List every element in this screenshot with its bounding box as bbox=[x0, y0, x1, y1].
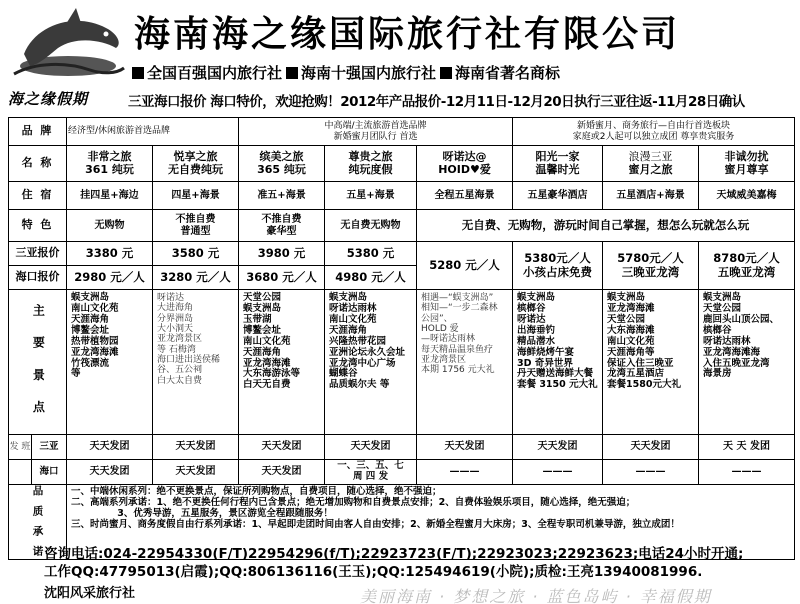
tour-name-sub: 蜜月尊享 bbox=[724, 162, 769, 176]
commitment-line: 三、时尚蜜月、商务度假自由行系列承诺：1、早起即走团时间由客人自由安排；2、新婚全程蜜月大床房；3、全程专职司机兼导游，独立成团！ bbox=[71, 518, 680, 530]
spot: 白天无自费 bbox=[243, 379, 291, 391]
spot: 亚龙湾海滩 bbox=[71, 346, 119, 358]
spot: 南山文化苑 bbox=[607, 335, 655, 347]
spot: 海景房 bbox=[703, 368, 732, 380]
dep-sanya-1: 天天发团 bbox=[67, 435, 153, 460]
extra-note: 小孩占床免费 bbox=[523, 264, 593, 279]
spot: 亚龙湾景区 bbox=[157, 334, 203, 345]
spot: 天涯海角等 bbox=[607, 346, 655, 358]
tour-name-title: 尊贵之旅 bbox=[348, 149, 393, 163]
row-feature bbox=[9, 210, 795, 242]
spot: 南山文化苑 bbox=[329, 313, 377, 325]
spot: 亚龙湾海滩 bbox=[243, 357, 291, 369]
dep-haikou-2: 天天发团 bbox=[153, 460, 239, 485]
tour-name-5 bbox=[417, 146, 513, 182]
label-spots bbox=[9, 290, 67, 435]
row-brand bbox=[9, 118, 795, 146]
stay-4: 五星+海景 bbox=[325, 182, 417, 210]
dep-haikou-8: ——— bbox=[699, 460, 795, 485]
feature-wide: 无自费、无购物，游玩时间自己掌握，想怎么玩就怎么玩 bbox=[417, 210, 795, 242]
spot: 亚龙湾海滩海 bbox=[703, 346, 761, 358]
spot: 亚龙湾海滩 bbox=[607, 302, 655, 314]
tour-name-3 bbox=[239, 146, 325, 182]
feature-sub: 豪华型 bbox=[266, 225, 297, 237]
spot: 蜈支洲岛 bbox=[243, 302, 282, 314]
label-stay: 住 宿 bbox=[9, 182, 67, 210]
feature-4 bbox=[325, 210, 417, 242]
label-sanya-price: 三亚报价 bbox=[9, 242, 67, 266]
spot: 公园”、 bbox=[421, 313, 453, 324]
spot: 大小洞天 bbox=[157, 324, 194, 335]
spots-8 bbox=[699, 290, 795, 435]
logo-text: 海之缘假期 bbox=[8, 90, 89, 108]
label-dep-haikou: 海口 bbox=[31, 460, 66, 484]
dolphin-logo-icon bbox=[6, 4, 130, 90]
spots-7 bbox=[603, 290, 699, 435]
spot: 本期 1756 元大礼 bbox=[421, 365, 495, 376]
spot: 天涯海角 bbox=[243, 346, 282, 358]
sanya-price-1: 3380 元 bbox=[67, 242, 153, 266]
spot: 鹿回头山顶公园、 bbox=[703, 313, 780, 325]
stay-7: 五星酒店+海景 bbox=[603, 182, 699, 210]
spot: 精品潜水 bbox=[517, 335, 556, 347]
tour-name-1 bbox=[67, 146, 153, 182]
row-name bbox=[9, 146, 795, 182]
spot: 天涯海角 bbox=[329, 324, 368, 336]
extra-price: 8780元／人 bbox=[713, 251, 780, 266]
dep-sanya-3: 天天发团 bbox=[239, 435, 325, 460]
spot: 海口进出送侯稀 bbox=[157, 355, 221, 366]
sanya-price-2: 3580 元 bbox=[153, 242, 239, 266]
feature-3 bbox=[239, 210, 325, 242]
tour-name-6 bbox=[513, 146, 603, 182]
spot: 海鲜烧烤午宴 bbox=[517, 346, 575, 358]
spot: 套餐1580元大礼 bbox=[607, 379, 681, 391]
agency-name: 沈阳风采旅行社 bbox=[44, 586, 136, 601]
spots-6 bbox=[513, 290, 603, 435]
spot: 蜈支洲岛 bbox=[703, 292, 742, 303]
spot: 竹筏漂流 bbox=[71, 357, 110, 369]
tour-name-title: 非常之旅 bbox=[87, 149, 132, 163]
spot: 亚龙湾景区 bbox=[421, 355, 467, 366]
stay-1: 挂四星+海边 bbox=[67, 182, 153, 210]
special-price: 5280 元／人 bbox=[417, 242, 513, 290]
extra-note: 三晚亚龙湾 bbox=[621, 264, 680, 279]
spot: 玉带湖 bbox=[243, 313, 272, 325]
row-stay bbox=[9, 182, 795, 210]
label-departure-haikou bbox=[9, 460, 67, 485]
honor-3: 海南省著名商标 bbox=[455, 64, 561, 82]
contact-info bbox=[44, 545, 794, 581]
spot: 蝴蝶谷 bbox=[329, 368, 358, 380]
dep-sanya-8: 天 天 发团 bbox=[699, 435, 795, 460]
spot: 亚洲论坛永久会址 bbox=[329, 346, 406, 358]
stay-3: 准五+海景 bbox=[239, 182, 325, 210]
spots-3 bbox=[239, 290, 325, 435]
row-sanya-price bbox=[9, 242, 795, 266]
label-dep-sanya: 三亚 bbox=[31, 435, 66, 459]
dep-sanya-7: 天天发团 bbox=[603, 435, 699, 460]
tour-name-title: 非诚勿扰 bbox=[724, 149, 769, 163]
spot: 博鳌会址 bbox=[71, 324, 110, 336]
tour-name-sub: 温馨时光 bbox=[535, 162, 580, 176]
spot: 南山文化苑 bbox=[71, 302, 119, 314]
label-brand: 品 牌 bbox=[9, 118, 67, 146]
spots-5 bbox=[417, 290, 513, 435]
sanya-price-3: 3980 元 bbox=[239, 242, 325, 266]
tour-name-title: 悦享之旅 bbox=[173, 149, 218, 163]
dep-sanya-4: 天天发团 bbox=[325, 435, 417, 460]
spots-2 bbox=[153, 290, 239, 435]
tour-name-sub: 361 纯玩 bbox=[85, 162, 134, 176]
dep-haikou-4: 一、三、五、七 周 四 发 bbox=[325, 460, 417, 485]
brand-economy: 经济型/休闲旅游首选品牌 bbox=[67, 118, 239, 146]
square-bullet-icon bbox=[132, 67, 144, 79]
spot: 南山文化苑 bbox=[243, 335, 291, 347]
tour-name-2 bbox=[153, 146, 239, 182]
spot: 相遇—“蜈支洲岛” bbox=[421, 293, 494, 303]
haikou-price-3: 3680 元／人 bbox=[239, 266, 325, 290]
feature-text: 不推自费 bbox=[261, 214, 302, 225]
dep-haikou-6: ——— bbox=[513, 460, 603, 485]
spot: 亚龙湾中心广场 bbox=[329, 357, 396, 369]
tour-name-8 bbox=[699, 146, 795, 182]
feature-text: 无自费无购物 bbox=[340, 219, 401, 231]
spot: 白大太自费 bbox=[157, 375, 203, 386]
spot: 呀诺达雨林 bbox=[703, 335, 751, 347]
tour-name-sub: 365 纯玩 bbox=[257, 162, 306, 176]
spot: 等 bbox=[71, 368, 81, 380]
spot: 蜈支洲岛 bbox=[71, 292, 110, 303]
spot: 套餐 3150 元大礼 bbox=[517, 379, 598, 391]
spot: 品质蜈尔夫 等 bbox=[329, 379, 390, 391]
dep-sanya-6: 天天发团 bbox=[513, 435, 603, 460]
spot: 大东海游泳等 bbox=[243, 368, 301, 380]
spot: 保证入住三晚亚 bbox=[607, 357, 674, 369]
dep-haikou-7: ——— bbox=[603, 460, 699, 485]
brand-midhigh: 中高端/主流旅游首选品牌 新婚蜜月团队行 首选 bbox=[239, 118, 513, 146]
extra-price: 5780元／人 bbox=[617, 251, 684, 266]
dep-haikou-3: 天天发团 bbox=[239, 460, 325, 485]
spot: 等 石梅湾 bbox=[157, 344, 196, 355]
haikou-price-4: 4980 元／人 bbox=[325, 266, 417, 290]
spot: 天堂公园 bbox=[607, 313, 646, 325]
label-haikou-price: 海口报价 bbox=[9, 266, 67, 290]
label-departure bbox=[9, 435, 67, 460]
stay-2: 四星+海景 bbox=[153, 182, 239, 210]
spot: 槟榔谷 bbox=[703, 324, 732, 336]
honor-2: 海南十强国内旅行社 bbox=[301, 64, 437, 82]
commitment-line: 二、高端系列承诺：1、绝不更换任何行程内已含景点；绝无增加购物和自费景点安排；2、自费体验娱乐项目，随心选择，绝无强迫； bbox=[71, 496, 636, 508]
honors-bar bbox=[130, 62, 794, 84]
tour-name-sub: 纯玩度假 bbox=[348, 162, 393, 176]
label-spots-text: 主 要 景 点 bbox=[31, 303, 46, 421]
label-dep: 发 班 bbox=[9, 441, 31, 452]
honor-1: 全国百强国内旅行社 bbox=[147, 64, 283, 82]
spot: HOLD 爱 bbox=[421, 324, 459, 335]
tour-name-7 bbox=[603, 146, 699, 182]
label-commitment-text: 品 质 承 诺 bbox=[31, 485, 44, 559]
commitment-line: 一、中端休闲系列：绝不更换景点，保证所列购物点，自费项目，随心选择，绝不强迫； bbox=[71, 486, 442, 497]
price-subtitle: 三亚海口报价 海口特价，欢迎抢购！2012年产品报价-12月11日-12月20日执行三亚往返-11月28日确认 bbox=[128, 94, 745, 110]
dep-sanya-2: 天天发团 bbox=[153, 435, 239, 460]
spot: 每天精品温泉鱼疗 bbox=[421, 344, 494, 355]
contact-qq: 工作QQ:47795013(启霞);QQ:806136116(王玉);QQ:125494619(小院);质检:王亮13940081996. bbox=[44, 564, 703, 580]
tour-price-table bbox=[8, 117, 795, 560]
tour-name-title: 缤美之旅 bbox=[259, 149, 304, 163]
row-spots bbox=[9, 290, 795, 435]
tour-name-sub: HOID♥爱 bbox=[438, 162, 491, 176]
feature-sub: 普通型 bbox=[180, 225, 211, 237]
spot: 博鳌会址 bbox=[243, 324, 282, 336]
extra-price-1 bbox=[513, 242, 603, 290]
spot: 丹天赠送海鲜大餐 bbox=[517, 368, 594, 380]
spot: 谷、五公祠 bbox=[157, 365, 203, 376]
spot: 呀诺达 bbox=[157, 293, 185, 303]
spot: 呀诺达雨林 bbox=[329, 302, 377, 314]
feature-2 bbox=[153, 210, 239, 242]
feature-text: 无购物 bbox=[94, 219, 125, 231]
extra-price-2 bbox=[603, 242, 699, 290]
spot: —呀诺达雨林 bbox=[421, 334, 476, 345]
label-feature: 特 色 bbox=[9, 210, 67, 242]
stay-6: 五星豪华酒店 bbox=[513, 182, 603, 210]
spot: 天堂公园 bbox=[703, 302, 742, 314]
spot: 出海垂钓 bbox=[517, 324, 556, 336]
feature-1 bbox=[67, 210, 153, 242]
spot: 3D 奇异世界 bbox=[517, 357, 573, 369]
spot: 兴隆热带花园 bbox=[329, 335, 387, 347]
tour-name-title: 浪漫三亚 bbox=[628, 149, 673, 163]
dep-haikou-1: 天天发团 bbox=[67, 460, 153, 485]
commitment-line: 3、优秀导游，五星服务，景区游览全程跟随服务！ bbox=[71, 507, 333, 519]
haikou-price-2: 3280 元／人 bbox=[153, 266, 239, 290]
spots-1 bbox=[67, 290, 153, 435]
extra-note: 五晚亚龙湾 bbox=[717, 264, 776, 279]
tour-name-sub: 无自费纯玩 bbox=[168, 162, 223, 176]
dep-haikou-5: ——— bbox=[417, 460, 513, 485]
label-name: 名 称 bbox=[9, 146, 67, 182]
stay-5: 全程五星海景 bbox=[417, 182, 513, 210]
spot: 大进海角 bbox=[157, 303, 194, 314]
spots-4 bbox=[325, 290, 417, 435]
dep-sanya-5: 天天发团 bbox=[417, 435, 513, 460]
haikou-price-1: 2980 元／人 bbox=[67, 266, 153, 290]
tour-name-4 bbox=[325, 146, 417, 182]
spot: 分界洲岛 bbox=[157, 313, 194, 324]
row-departure-sanya bbox=[9, 435, 795, 460]
brand-premium: 新婚蜜月、商务旅行—自由行首选板块 家庭或2人起可以独立成团 尊享贵宾服务 bbox=[513, 118, 795, 146]
spot: 大东海海滩 bbox=[607, 324, 655, 336]
extra-price-3 bbox=[699, 242, 795, 290]
stay-8: 天域威美嘉梅 bbox=[699, 182, 795, 210]
square-bullet-icon bbox=[286, 67, 298, 79]
tour-name-sub: 蜜月之旅 bbox=[628, 162, 673, 176]
sanya-price-4: 5380 元 bbox=[325, 242, 417, 266]
spot: 天涯海角 bbox=[71, 313, 110, 325]
tour-name-title: 阳光一家 bbox=[535, 149, 580, 163]
watermark-text: 美丽海南 · 梦想之旅 · 蓝色岛屿 · 幸福假期 bbox=[360, 587, 712, 604]
spot: 蜈支洲岛 bbox=[607, 292, 646, 303]
spot: 槟榔谷 bbox=[517, 302, 546, 314]
contact-phone: 咨询电话:024-22954330(F/T)22954296(f/T);22923723(F/T);22923023;22923623;电话24小时开通; bbox=[44, 546, 744, 562]
spot: 呀诺达 bbox=[517, 313, 546, 325]
spot: 热带植物园 bbox=[71, 335, 119, 347]
spot: 相知—“一步二森林 bbox=[421, 303, 498, 314]
spot: 蜈支洲岛 bbox=[329, 292, 368, 303]
spot: 入住五晚亚龙湾 bbox=[703, 357, 770, 369]
company-title: 海南海之缘国际旅行社有限公司 bbox=[134, 14, 681, 55]
spot: 天堂公园 bbox=[243, 292, 282, 303]
tour-name-title: 呀诺达@ bbox=[442, 149, 487, 163]
square-bullet-icon bbox=[440, 67, 452, 79]
spot: 蜈支洲岛 bbox=[517, 292, 556, 303]
company-logo bbox=[6, 4, 130, 108]
spot: 龙湾五星酒店 bbox=[607, 368, 665, 380]
extra-price: 5380元／人 bbox=[524, 251, 591, 266]
row-departure-haikou bbox=[9, 460, 795, 485]
feature-text: 不推自费 bbox=[175, 214, 216, 225]
